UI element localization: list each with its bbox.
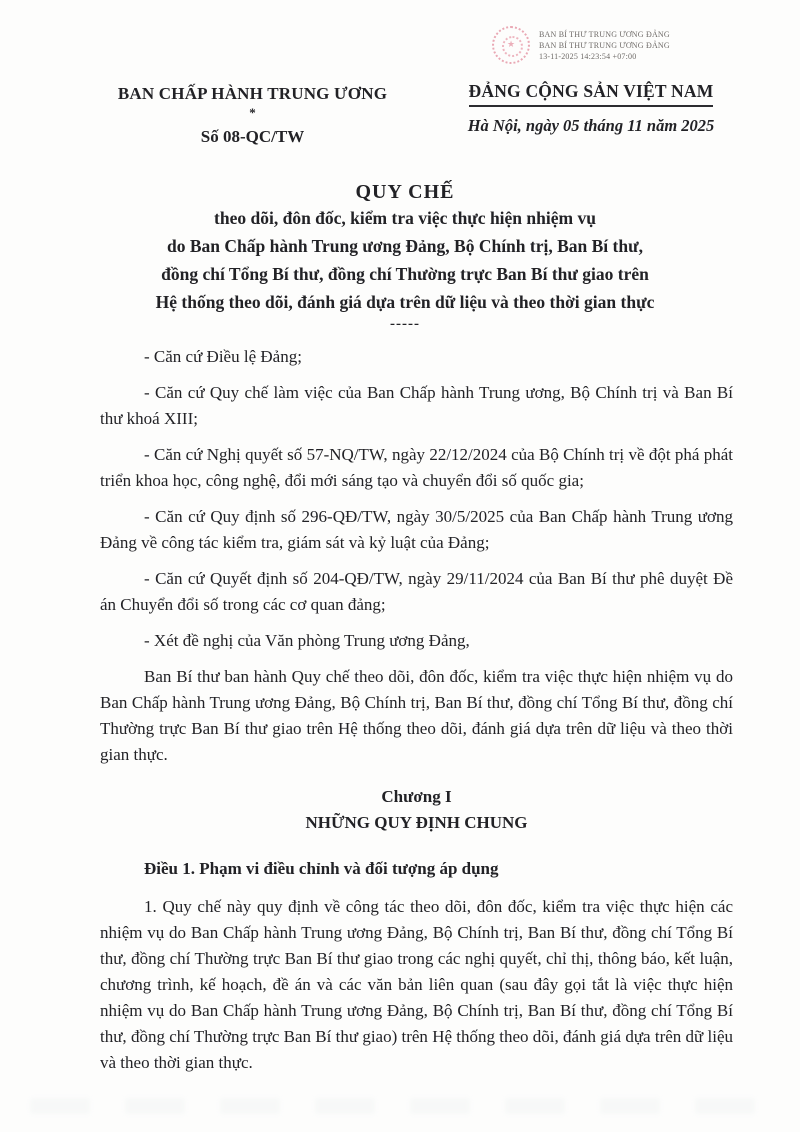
signature-line-2: BAN BÍ THƯ TRUNG ƯƠNG ĐẢNG [539, 40, 670, 50]
issuer-block [95, 84, 410, 147]
chapter-title: NHỮNG QUY ĐỊNH CHUNG [305, 813, 528, 832]
title-line: Hệ thống theo dõi, đánh giá dựa trên dữ liệu và theo thời gian thực [155, 292, 655, 312]
document-number: Số 08-QC/TW [200, 127, 305, 146]
preamble-clause: - Căn cứ Điều lệ Đảng; [144, 347, 302, 366]
scan-bleed-artifact [30, 1098, 770, 1114]
preamble-clause: - Căn cứ Nghị quyết số 57-NQ/TW, ngày 22/12/2024 của Bộ Chính trị về đột phá phát triển khoa học, công nghệ, đổi mới sáng tạo và chuyển đổi số quốc gia; [100, 445, 733, 490]
title-separator: ----- [390, 316, 420, 332]
preamble-clause: - Căn cứ Quyết định số 204-QĐ/TW, ngày 29/11/2024 của Ban Bí thư phê duyệt Đề án Chuyển đổi số trong các cơ quan đảng; [100, 569, 733, 614]
title-line: theo dõi, đôn đốc, kiểm tra việc thực hiện nhiệm vụ [214, 208, 596, 228]
party-seal-icon [492, 26, 530, 64]
national-header-block [435, 81, 747, 136]
issuer-name: BAN CHẤP HÀNH TRUNG ƯƠNG [117, 84, 388, 103]
title-line: đồng chí Tổng Bí thư, đồng chí Thường trực Ban Bí thư giao trên [161, 264, 649, 284]
preamble-clause: - Căn cứ Quy định số 296-QĐ/TW, ngày 30/5/2025 của Ban Chấp hành Trung ương Đảng về công tác kiểm tra, giám sát và kỷ luật của Đảng; [100, 507, 733, 552]
place-and-date: Hà Nội, ngày 05 tháng 11 năm 2025 [467, 116, 715, 135]
document-body [100, 344, 733, 1086]
signature-line-1: BAN BÍ THƯ TRUNG ƯƠNG ĐẢNG [539, 29, 670, 39]
preamble-clause: - Căn cứ Quy chế làm việc của Ban Chấp hành Trung ương, Bộ Chính trị và Ban Bí thư khoá XIII; [100, 383, 733, 428]
enactment-paragraph: Ban Bí thư ban hành Quy chế theo dõi, đôn đốc, kiểm tra việc thực hiện nhiệm vụ do Ban Chấp hành Trung ương Đảng, Bộ Chính trị, Ban Bí thư, đồng chí Tổng Bí thư, đồng chí Thường trực Ban Bí thư giao trên Hệ thống theo dõi, đánh giá dựa trên dữ liệu và theo thời gian thực. [100, 667, 733, 764]
document-type: QUY CHẾ [355, 181, 455, 203]
chapter-label: Chương I [381, 787, 452, 806]
document-title-block [80, 181, 730, 333]
title-line: do Ban Chấp hành Trung ương Đảng, Bộ Chính trị, Ban Bí thư, [167, 236, 643, 256]
national-motto: ĐẢNG CỘNG SẢN VIỆT NAM [469, 81, 714, 107]
chapter-heading [100, 784, 733, 836]
signature-timestamp: 13-11-2025 14:23:54 +07:00 [539, 51, 637, 61]
digital-signature-stamp [492, 26, 670, 64]
issuer-separator: * [249, 105, 256, 120]
signature-stamp-text [539, 29, 670, 62]
article-heading: Điều 1. Phạm vi điều chỉnh và đối tượng áp dụng [144, 859, 499, 878]
preamble-clause: - Xét đề nghị của Văn phòng Trung ương Đảng, [144, 631, 470, 650]
article-paragraph: 1. Quy chế này quy định về công tác theo dõi, đôn đốc, kiểm tra việc thực hiện các nhiệm vụ do Ban Chấp hành Trung ương Đảng, Bộ Chính trị, Ban Bí thư, đồng chí Tổng Bí thư, đồng chí Thường trực Ban Bí thư giao trong các nghị quyết, chỉ thị, thông báo, kết luận, chương trình, kế hoạch, đề án và các văn bản liên quan (sau đây gọi tắt là việc thực hiện nhiệm vụ do Ban Chấp hành Trung ương Đảng, Bộ Chính trị, Ban Bí thư, đồng chí Tổng Bí thư, đồng chí Thường trực Ban Bí thư giao) trên Hệ thống theo dõi, đánh giá dựa trên dữ liệu và theo thời gian thực. [100, 897, 733, 1072]
